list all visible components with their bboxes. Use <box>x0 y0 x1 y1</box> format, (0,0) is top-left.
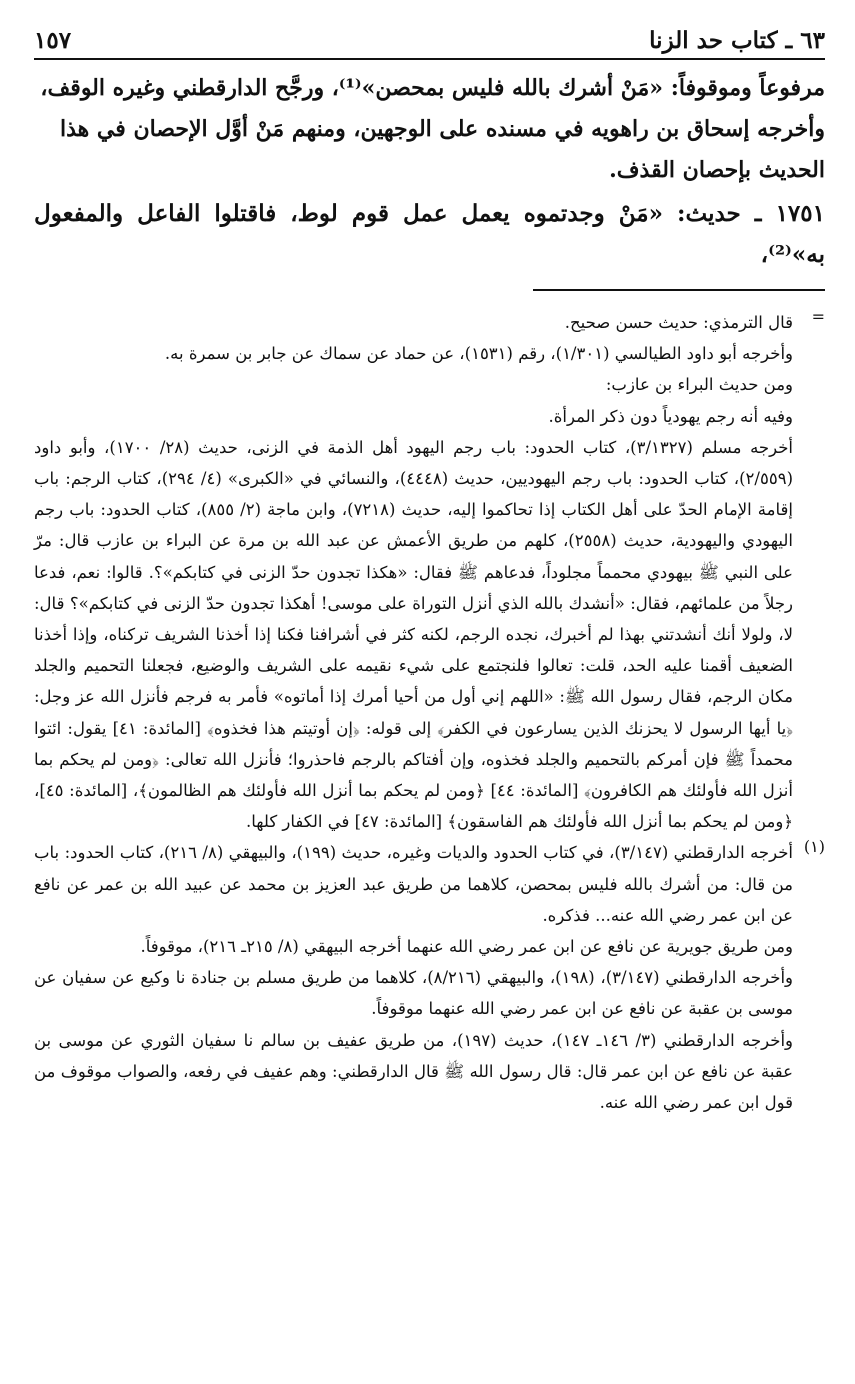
footnotes <box>34 307 825 1118</box>
footnote-1-para-3: وأخرجه الدارقطني (٣/١٤٧)، (١٩٨)، والبيهقي (٨/٢١٦)، كلاهما من طريق مسلم بن جنادة نا وكيع عن سفيان عن موسى بن عقبة عن نافع عن ابن عمر رضي الله عنهما موقوفاً. <box>34 968 793 1019</box>
continuation-para-2: وأخرجه أبو داود الطيالسي (١/٣٠١)، رقم (١٥٣١)، عن حماد عن سماك عن جابر بن سمرة به. <box>164 344 793 364</box>
footnote-continuation <box>34 307 825 837</box>
hadith-1751: ١٧٥١ ـ حديث: «مَنْ وجدتموه يعمل عمل قوم لوط، فاقتلوا الفاعل والمفعول به»⁽²⁾، <box>34 200 825 268</box>
footnote-1-para-4: وأخرجه الدارقطني (٣/ ١٤٦ـ ١٤٧)، حديث (١٩٧)، من طريق عفيف بن سالم نا سفيان الثوري عن موسى بن عقبة عن نافع عن ابن عمر قال: قال رسول الله ﷺ قال الدارقطني: وهم عفيف في رفعه، والصواب موقوف من قول ابن عمر رضي الله عنه. <box>34 1030 793 1113</box>
footnote-1-para-1: أخرجه الدارقطني (٣/١٤٧)، في كتاب الحدود والديات وغيره، حديث (١٩٩)، والبيهقي (٨/ ٢١٦)، كتاب الحدود: باب من قال: من أشرك بالله فليس بمحصن، كلاهما من طريق عبد العزيز بن محمد عن عبيد الله بن عمر عن نافع عن ابن عمر رضي الله عنه... فذكره. <box>34 843 794 925</box>
continuation-marker: = <box>811 307 825 326</box>
main-line-3: الحديث بإحصان القذف. <box>609 157 825 183</box>
main-text <box>34 68 825 275</box>
footnote-1-marker: (١) <box>803 837 825 857</box>
continuation-para-3: ومن حديث البراء بن عازب: <box>605 375 793 395</box>
continuation-para-1: قال الترمذي: حديث حسن صحيح. <box>564 313 793 332</box>
main-line-2: وأخرجه إسحاق بن راهويه في مسنده على الوجهين، ومنهم مَنْ أوَّل الإحصان في هذا <box>60 116 825 142</box>
main-line-1: مرفوعاً وموقوفاً: «مَنْ أشرك بالله فليس بمحصن»⁽¹⁾، ورجَّح الدارقطني وغيره الوقف، <box>40 75 825 101</box>
continuation-para-4: وفيه أنه رجم يهودياً دون ذكر المرأة. <box>548 406 793 426</box>
page-header <box>34 18 825 60</box>
footnote-1 <box>34 837 825 1118</box>
footnote-1-para-2: ومن طريق جويرية عن نافع عن ابن عمر رضي الله عنهما أخرجه البيهقي (٨/ ٢١٥ـ ٢١٦)، موقوفاً. <box>140 937 793 957</box>
page-number: ١٥٧ <box>34 27 72 54</box>
footnote-separator <box>533 289 825 291</box>
running-title: ٦٣ ـ كتاب حد الزنا <box>649 27 825 54</box>
continuation-para-5: أخرجه مسلم (٣/١٣٢٧)، كتاب الحدود: باب رجم اليهود أهل الذمة في الزنى، حديث (٢٨/ ١٧٠٠)، وأبو داود (٢/٥٥٩)، كتاب الحدود: باب رجم اليهوديين، حديث (٤٤٤٨)، والنسائي في «الكبرى» (٤/ ٢٩٤)، كتاب الرجم: باب إقامة الإمام الحدّ على أهل الكتاب إذا تحاكموا إليه، حديث (٧٢١٨)، وابن ماجة (٢/ ٨٥٥)، كتاب الحدود: باب رجم اليهودي واليهودية، حديث (٢٥٥٨)، كلهم من طريق الأعمش عن عبد الله بن مرة عن البراء بن عازب قال: مرّ على النبي ﷺ بيهودي محمماً مجلوداً، فدعاهم ﷺ فقال: «هكذا تجدون حدّ الزنى في كتابكم»؟. قالوا: نعم، فدعا رجلاً من علمائهم، فقال: «أنشدك بالله الذي أنزل التوراة على موسى! أهكذا تجدون حدّ الزنى في كتابكم»؟ قال: لا، ولولا أنك أنشدتني بهذا لم أخبرك، نجده الرجم، لكنه كثر في أشرافنا فكنا إذا أخذنا الشريف تركناه، وإذا أخذنا الضعيف أقمنا عليه الحد، قلت: تعالوا فلنجتمع على شيء نقيمه على الشريف والوضيع، فجعلنا التحميم والجلد مكان الرجم، فقال رسول الله ﷺ: «اللهم إني أول من أحيا أمرك إذا أماتوه» فأمر به فرجم فأنزل الله عز وجل: ﴿يا أيها الرسول لا يحزنك الذين يسارعون في الكفر﴾ إلى قوله: ﴿إن أوتيتم هذا فخذوه﴾ [المائدة: ٤١] يقول: ائتوا محمداً ﷺ فإن أمركم بالتحميم والجلد فخذوه، وإن أفتاكم بالرجم فاحذروا؛ فأنزل الله تعالى: ﴿ومن لم يحكم بما أنزل الله فأولئك هم الكافرون﴾ [المائدة: ٤٤] ﴿ومن لم يحكم بما أنزل الله فأولئك هم الظالمون﴾، [المائدة: ٤٥]، ﴿ومن لم يحكم بما أنزل الله فأولئك هم الفاسقون﴾ [المائدة: ٤٧] في الكفار كلها. <box>34 437 794 832</box>
